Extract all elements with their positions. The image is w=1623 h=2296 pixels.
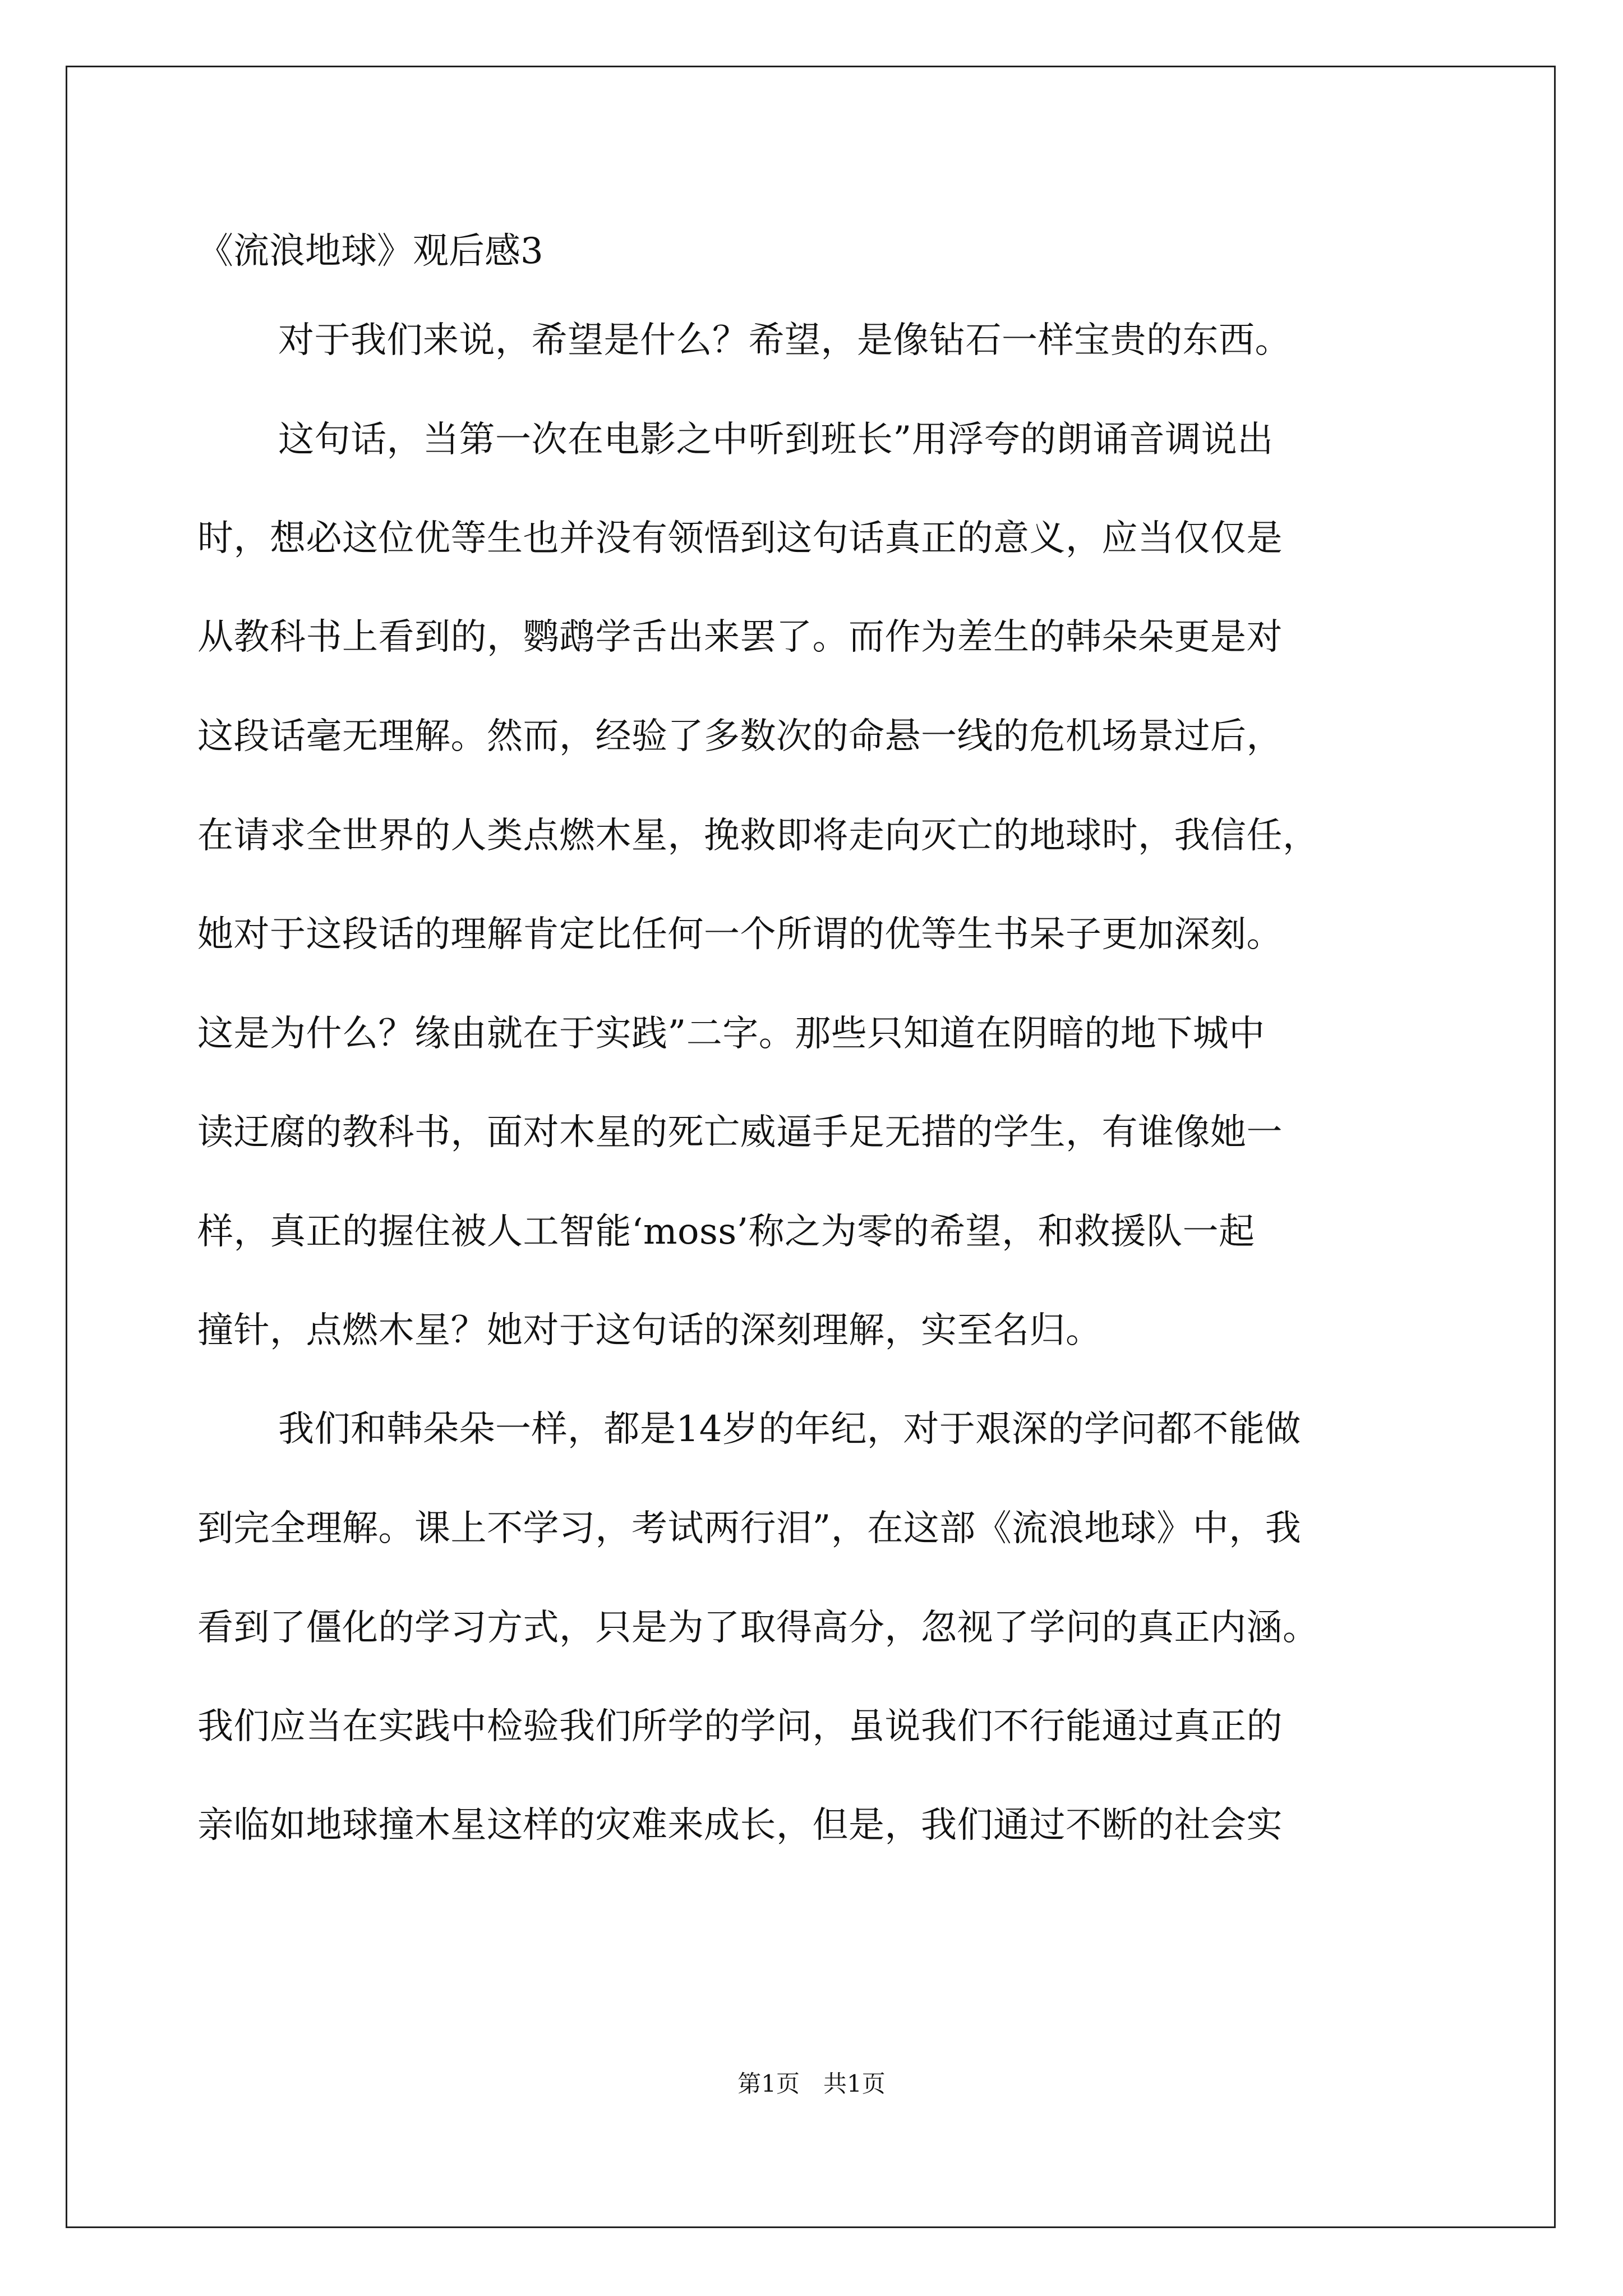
- body-line-16: 亲临如地球撞木星这样的灾难来成长，但是，我们通过不断的社会实: [197, 1805, 1283, 1846]
- body-line-4: 从教科书上看到的，鹦鹉学舌出来罢了。而作为差生的韩朵朵更是对: [197, 616, 1283, 658]
- body-line-2: 这句话，当第一次在电影之中听到班长”用浮夸的朗诵音调说出: [278, 419, 1274, 461]
- body-line-10: 样，真正的握住被人工智能‘moss’称之为零的希望，和救援队一起: [197, 1211, 1255, 1253]
- body-line-12: 我们和韩朵朵一样，都是14岁的年纪，对于艰深的学问都不能做: [278, 1409, 1301, 1450]
- document-title: 《流浪地球》观后感3: [197, 231, 543, 272]
- body-line-6: 在请求全世界的人类点燃木星，挽救即将走向灭亡的地球时，我信任，: [197, 815, 1319, 857]
- body-line-1: 对于我们来说，希望是什么？希望，是像钻石一样宝贵的东西。: [278, 320, 1291, 361]
- page-footer: 第1页 共1页: [737, 2070, 886, 2097]
- body-line-14: 看到了僵化的学习方式，只是为了取得高分，忽视了学问的真正内涵。: [197, 1607, 1319, 1649]
- body-line-8: 这是为什么？缘由就在于实践”二字。那些只知道在阴暗的地下城中: [197, 1013, 1265, 1055]
- body-line-15: 我们应当在实践中检验我们所学的学问，虽说我们不行能通过真正的: [197, 1706, 1283, 1747]
- body-line-7: 她对于这段话的理解肯定比任何一个所谓的优等生书呆子更加深刻。: [197, 914, 1283, 955]
- body-line-3: 时，想必这位优等生也并没有领悟到这句话真正的意义，应当仅仅是: [197, 518, 1283, 559]
- body-line-13: 到完全理解。课上不学习，考试两行泪”，在这部《流浪地球》中，我: [197, 1508, 1302, 1549]
- body-line-11: 撞针，点燃木星？她对于这句话的深刻理解，实至名归。: [197, 1310, 1102, 1351]
- body-line-9: 读迂腐的教科书，面对木星的死亡威逼手足无措的学生，有谁像她一: [197, 1112, 1283, 1153]
- body-line-5: 这段话毫无理解。然而，经验了多数次的命悬一线的危机场景过后，: [197, 716, 1283, 757]
